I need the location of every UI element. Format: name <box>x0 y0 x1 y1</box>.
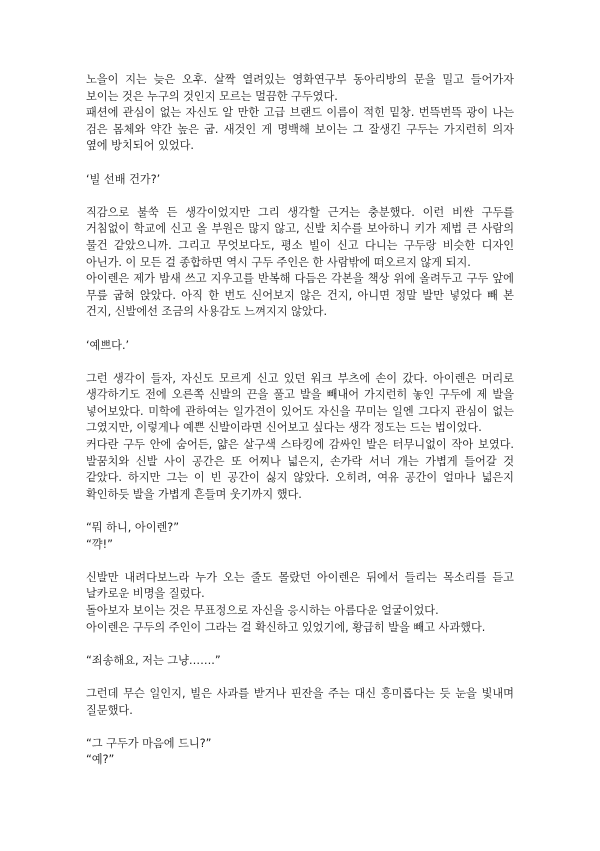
paragraph: 그런데 무슨 일인지, 빌은 사과를 받거나 핀잔을 주는 대신 흥미롭다는 듯 눈을 빛내며 질문했다. <box>86 686 514 717</box>
paragraph-gap <box>86 503 514 520</box>
paragraph-gap <box>86 636 514 653</box>
paragraph-gap <box>86 669 514 686</box>
paragraph-gap <box>86 354 514 371</box>
paragraph: “예?” <box>86 753 115 767</box>
paragraph: ‘빌 선배 건가?’ <box>86 172 161 186</box>
paragraph-gap <box>86 719 514 736</box>
paragraph: “죄송해요, 저는 그냥…….” <box>86 653 221 667</box>
paragraph-gap <box>86 188 514 205</box>
paragraph: 노을이 지는 늦은 오후. 살짝 열려있는 영화연구부 동아리방의 문을 밀고 들어가자 보이는 것은 누구의 것인지 모르는 멀끔한 구두였다. <box>86 73 514 103</box>
paragraph: 아이렌은 구두의 주인이 그라는 걸 확신하고 있었기에, 황급히 발을 빼고 사과했다. <box>86 620 486 634</box>
paragraph: “뭐 하니, 아이렌?” <box>86 521 180 535</box>
paragraph: ‘예쁘다.’ <box>86 338 130 352</box>
paragraph: 신발만 내려다보느라 누가 오는 줄도 몰랐던 아이렌은 뒤에서 들리는 목소리를 듣고 날카로운 비명을 질렀다. <box>86 570 514 601</box>
paragraph-gap <box>86 155 514 172</box>
paragraph-gap <box>86 553 514 570</box>
paragraph: 커다란 구두 안에 숨어든, 얇은 살구색 스타킹에 감싸인 발은 터무니없이 작아 보였다. 발꿈치와 신발 사이 공간은 또 어찌나 넓은지, 손가락 서너 개는 가볍게 들어갈 것 같았다. 하지만 그는 이 빈 공간이 싫지 않았다. 오히려, 여유 공간이 얼마나 넓은지 확인하듯 발을 가볍게 흔들며 웃기까지 했다. <box>86 438 514 501</box>
paragraph: 직감으로 불쑥 든 생각이었지만 그리 생각할 근거는 충분했다. 이런 비싼 구두를 거침없이 학교에 신고 올 부원은 많지 않고, 신발 치수를 보아하니 키가 제법 큰 사람의 물건 같았으니까. 그리고 무엇보다도, 평소 빌이 신고 다니는 구두랑 비슷한 디자인 아닌가. 이 모든 걸 종합하면 역시 구두 주인은 한 사람밖에 떠오르지 않게 되지. <box>86 205 514 269</box>
paragraph-gap <box>86 321 514 338</box>
document-body <box>86 72 514 769</box>
paragraph: “그 구두가 마음에 드니?” <box>86 736 212 750</box>
paragraph: 패션에 관심이 없는 자신도 알 만한 고급 브랜드 이름이 적힌 밑창. 번뜩번뜩 광이 나는 검은 몸체와 약간 높은 굽. 새것인 게 명백해 보이는 그 잘생긴 구두는 가지런히 의자 옆에 방치되어 있었다. <box>86 106 514 153</box>
paragraph: 그런 생각이 들자, 자신도 모르게 신고 있던 워크 부츠에 손이 갔다. 아이렌은 머리로 생각하기도 전에 오른쪽 신발의 끈을 풀고 발을 빼내어 가지런히 놓인 구두에 제 발을 넣어보았다. 미학에 관하여는 일가견이 있어도 자신을 꾸미는 일엔 그다지 관심이 없는 그였지만, 이렇게나 예쁜 신발이라면 신어보고 싶다는 생각 정도는 드는 법이었다. <box>86 371 514 435</box>
paragraph: 돌아보자 보이는 것은 무표정으로 자신을 응시하는 아름다운 얼굴이었다. <box>86 604 439 617</box>
paragraph: “꺅!” <box>86 537 113 551</box>
paragraph: 아이렌은 제가 밤새 쓰고 지우고를 반복해 다듬은 각본을 책상 위에 올려두고 구두 앞에 무릎 굽혀 앉았다. 아직 한 번도 신어보지 않은 건지, 아니면 정말 발만 넣었다 빼 본 건지, 신발에선 조금의 사용감도 느껴지지 않았다. <box>86 272 514 319</box>
